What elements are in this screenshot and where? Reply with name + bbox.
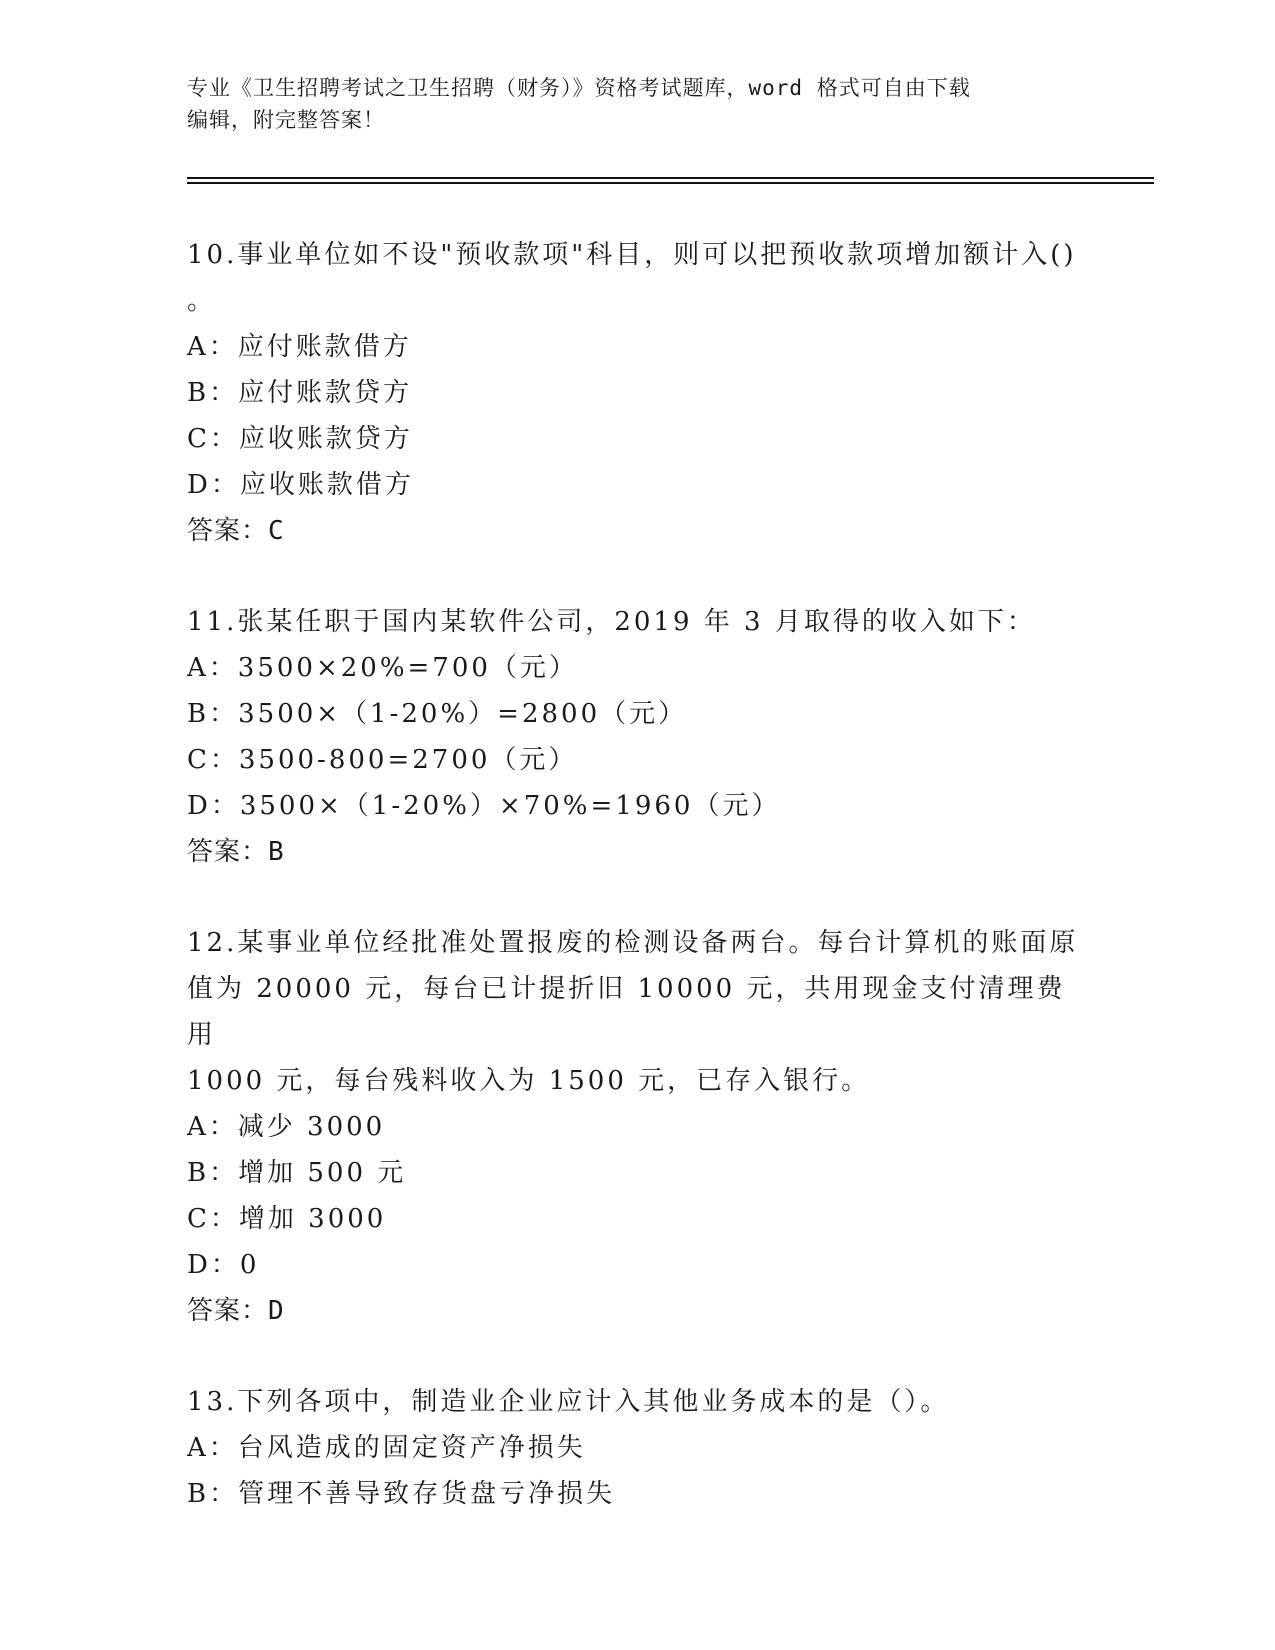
- option-d: D：3500×（1-20%）×70%=1960（元）: [187, 791, 781, 821]
- answer: 答案：C: [187, 516, 285, 546]
- question-stem-line: 12.某事业单位经批准处置报废的检测设备两台。每台计算机的账面原: [187, 928, 1079, 958]
- option-a: A：减少 3000: [187, 1112, 386, 1142]
- question-list: [187, 232, 1087, 1562]
- option-d: D：0: [187, 1250, 260, 1280]
- header-rule-top: [187, 177, 1154, 179]
- document-header: [187, 72, 1087, 136]
- option-b: B：3500×（1-20%）=2800（元）: [187, 699, 688, 729]
- option-a: A：应付账款借方: [187, 332, 412, 362]
- option-a: A：3500×20%=700（元）: [187, 653, 578, 683]
- option-d: D：应收账款借方: [187, 470, 414, 500]
- option-b: B：应付账款贷方: [187, 378, 413, 408]
- answer: 答案：D: [187, 1296, 285, 1326]
- header-line-1: 专业《卫生招聘考试之卫生招聘（财务）》资格考试题库，word 格式可自由下载: [187, 76, 971, 100]
- question-12: [187, 920, 1087, 1334]
- question-13: [187, 1379, 1087, 1517]
- option-c: C：应收账款贷方: [187, 424, 413, 454]
- question-stem-line: 。: [187, 286, 217, 316]
- option-b: B：增加 500 元: [187, 1158, 407, 1188]
- question-10: [187, 232, 1087, 554]
- question-11: [187, 599, 1087, 875]
- question-stem-line: 值为 20000 元，每台已计提折旧 10000 元，共用现金支付清理费用: [187, 974, 1066, 1050]
- answer: 答案：B: [187, 837, 285, 867]
- header-rule-bottom: [187, 182, 1154, 184]
- option-b: B：管理不善导致存货盘亏净损失: [187, 1479, 616, 1509]
- option-c: C：增加 3000: [187, 1204, 387, 1234]
- question-stem-line: 13.下列各项中，制造业企业应计入其他业务成本的是（）。: [187, 1387, 950, 1417]
- option-c: C：3500-800=2700（元）: [187, 745, 578, 775]
- header-line-2: 编辑，附完整答案！: [187, 108, 385, 132]
- question-stem-line: 11.张某任职于国内某软件公司，2019 年 3 月取得的收入如下：: [187, 607, 1036, 637]
- option-a: A：台风造成的固定资产净损失: [187, 1433, 586, 1463]
- question-stem-line: 1000 元，每台残料收入为 1500 元，已存入银行。: [187, 1066, 871, 1096]
- question-stem-line: 10.事业单位如不设"预收款项"科目，则可以把预收款项增加额计入(): [187, 240, 1077, 270]
